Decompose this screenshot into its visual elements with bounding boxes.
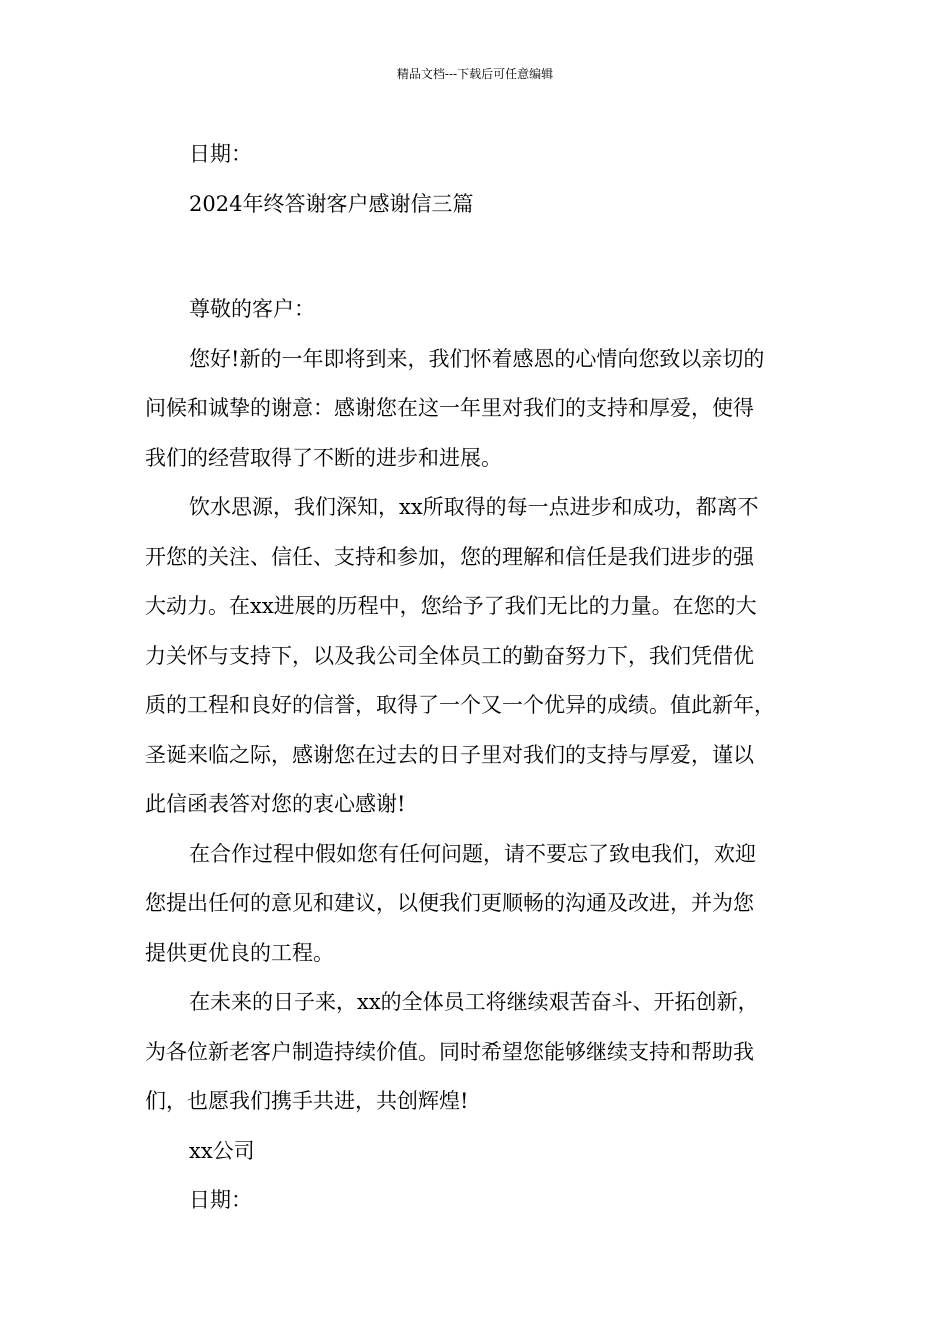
paragraph-line: 开您的关注、信任、支持和参加，您的理解和信任是我们进步的强 <box>145 544 754 569</box>
paragraph-line: 们，也愿我们携手共进，共创辉煌! <box>145 1089 469 1113</box>
blank-gap <box>145 229 825 285</box>
paragraph-line: 此信函表答对您的衷心感谢! <box>145 792 406 816</box>
paragraph-future <box>145 978 825 1127</box>
page-header: 精品文档---下载后可任意编辑 <box>396 67 554 81</box>
date-line-top: 日期： <box>189 142 252 166</box>
paragraph-line: 为各位新老客户制造持续价值。同时希望您能够继续支持和帮助我 <box>145 1039 754 1064</box>
date-line-bottom: 日期： <box>189 1188 252 1212</box>
paragraph-line: 在合作过程中假如您有任何问题，请不要忘了致电我们，欢迎 <box>189 841 756 866</box>
paragraph-greeting <box>145 335 825 484</box>
signature: xx公司 <box>189 1138 255 1163</box>
paragraph-feedback <box>145 830 825 979</box>
paragraph-line: 提供更优良的工程。 <box>145 940 334 965</box>
document-title: 2024年终答谢客户感谢信三篇 <box>189 191 474 216</box>
document-body <box>145 130 825 1226</box>
salutation: 尊敬的客户： <box>189 297 315 321</box>
paragraph-line: 质的工程和良好的信誉，取得了一个又一个优异的成绩。值此新年， <box>145 693 775 717</box>
paragraph-gratitude <box>145 483 825 830</box>
paragraph-line: 圣诞来临之际，感谢您在过去的日子里对我们的支持与厚爱，谨以 <box>145 742 754 767</box>
paragraph-line: 我们的经营取得了不断的进步和进展。 <box>145 445 502 470</box>
paragraph-line: 问候和诚挚的谢意：感谢您在这一年里对我们的支持和厚爱，使得 <box>145 396 754 420</box>
paragraph-line: 大动力。在xx进展的历程中，您给予了我们无比的力量。在您的大 <box>145 594 757 618</box>
paragraph-line: 在未来的日子来，xx的全体员工将继续艰苦奋斗、开拓创新， <box>189 990 759 1014</box>
paragraph-line: 饮水思源，我们深知，xx所取得的每一点进步和成功，都离不 <box>189 495 759 519</box>
paragraph-line: 您好!新的一年即将到来，我们怀着感恩的心情向您致以亲切的 <box>189 346 765 371</box>
paragraph-line: 力关怀与支持下，以及我公司全体员工的勤奋努力下，我们凭借优 <box>145 643 754 668</box>
paragraph-line: 您提出任何的意见和建议，以便我们更顺畅的沟通及改进，并为您 <box>145 891 754 915</box>
